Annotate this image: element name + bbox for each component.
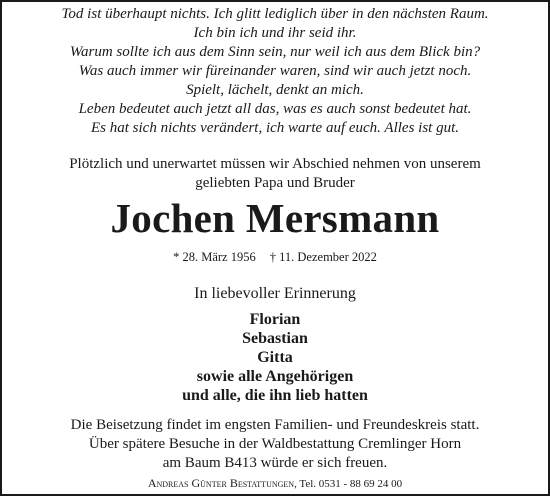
funeral-information xyxy=(2,416,548,473)
poem-line: Es hat sich nichts verändert, ich warte auf euch. Alles ist gut. xyxy=(90,120,459,136)
poem-line: Warum sollte ich aus dem Sinn sein, nur weil ich aus dem Blick bin? xyxy=(69,44,481,60)
funeral-line: Über spätere Besuche in der Waldbestattung Cremlinger Horn xyxy=(88,436,462,452)
undertaker-phone: , Tel. 0531 - 88 69 24 00 xyxy=(294,478,403,490)
poem-line: Was auch immer wir füreinander waren, sind wir auch jetzt noch. xyxy=(78,63,472,79)
funeral-line: Die Beisetzung findet im engsten Familien- und Freundeskreis statt. xyxy=(70,417,480,433)
remembrance-line: In liebevoller Erinnerung xyxy=(194,285,356,302)
poem-line: Ich bin ich und ihr seid ihr. xyxy=(193,25,357,41)
birth-date: * 28. März 1956 xyxy=(173,250,256,264)
poem xyxy=(2,5,548,138)
undertaker-name: Andreas Günter Bestattungen xyxy=(147,476,295,490)
poem-line: Leben bedeutet auch jetzt all das, was es auch sonst bedeutet hat. xyxy=(78,101,472,117)
mourner-name: Gitta xyxy=(257,349,293,366)
mourner-name: sowie alle Angehörigen xyxy=(196,368,354,385)
mourners-list xyxy=(2,310,548,405)
death-date: † 11. Dezember 2022 xyxy=(269,250,377,264)
funeral-line: am Baum B413 würde er sich freuen. xyxy=(162,455,388,471)
mourner-name: Florian xyxy=(249,311,301,328)
deceased-name: Jochen Mersmann xyxy=(110,195,440,241)
announcement-line: Plötzlich und unerwartet müssen wir Abschied nehmen von unserem xyxy=(69,156,481,172)
mourner-name: und alle, die ihn lieb hatten xyxy=(182,387,368,404)
poem-line: Tod ist überhaupt nichts. Ich glitt lediglich über in den nächsten Raum. xyxy=(61,6,489,22)
life-dates xyxy=(2,249,548,265)
mourner-name: Sebastian xyxy=(242,330,308,347)
announcement-text xyxy=(2,155,548,193)
undertaker-footer xyxy=(2,476,548,491)
announcement-line: geliebten Papa und Bruder xyxy=(195,175,355,191)
poem-line: Spielt, lächelt, denkt an mich. xyxy=(186,82,364,98)
